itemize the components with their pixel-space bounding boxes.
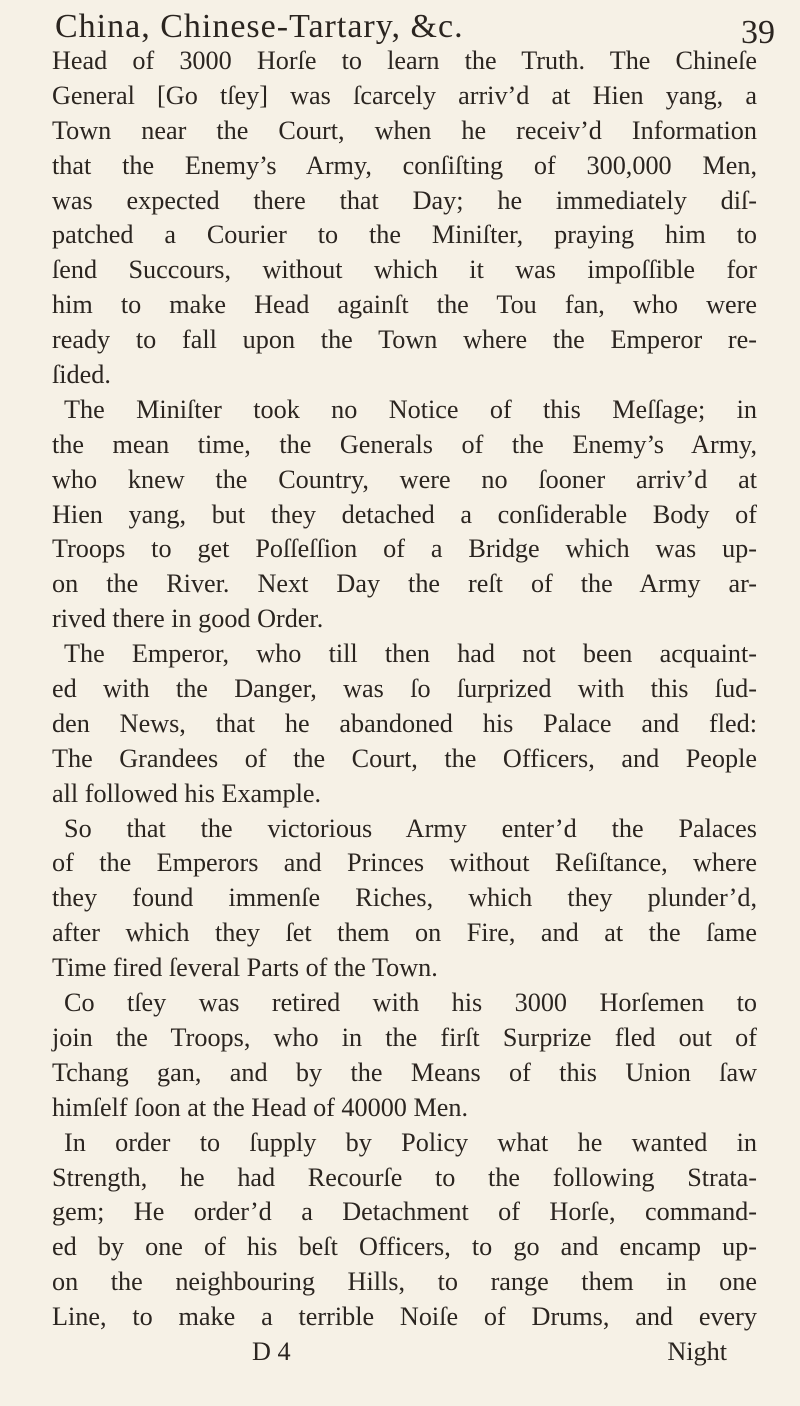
text-line: was expected there that Day; he immediately diſ- — [52, 185, 757, 215]
text-line: himſelf ſoon at the Head of 40000 Men. — [52, 1092, 468, 1122]
text-line: In order to ſupply by Policy what he wanted in — [64, 1127, 757, 1157]
running-head — [55, 8, 775, 51]
text-line: Co tſey was retired with his 3000 Horſemen to — [64, 988, 757, 1018]
text-line: after which they ſet them on Fire, and at the ſame — [52, 918, 757, 948]
text-line: ready to fall upon the Town where the Emperor re- — [52, 325, 757, 355]
page-footer — [52, 1335, 757, 1370]
text-line: Tchang gan, and by the Means of this Union ſaw — [52, 1057, 757, 1087]
text-line: that the Enemy’s Army, conſiſting of 300,000 Men, — [52, 150, 757, 180]
text-line: Troops to get Poſſeſſion of a Bridge which was up- — [52, 534, 757, 564]
text-line: Head of 3000 Horſe to learn the Truth. The Chineſe — [52, 46, 757, 75]
text-line: of the Emperors and Princes without Reſiſtance, where — [52, 848, 757, 878]
text-line: gem; He order’d a Detachment of Horſe, command- — [52, 1197, 757, 1227]
text-line: ed by one of his beſt Officers, to go and encamp up- — [52, 1232, 757, 1262]
text-line: ſend Succours, without which it was impoſſible for — [52, 255, 757, 285]
text-line: The Grandees of the Court, the Officers, and People — [52, 743, 757, 773]
text-line: Line, to make a terrible Noiſe of Drums, and every — [52, 1302, 757, 1332]
text-line: ed with the Danger, was ſo ſurprized with this ſud- — [52, 674, 757, 704]
text-line: The Emperor, who till then had not been acquaint- — [64, 639, 757, 669]
page-number: 39 — [741, 14, 775, 51]
text-line: ſided. — [52, 360, 111, 390]
text-line: who knew the Country, were no ſooner arriv’d at — [52, 464, 757, 494]
catchword: Night — [667, 1336, 727, 1366]
text-line: den News, that he abandoned his Palace and fled: — [52, 708, 757, 738]
body-text — [52, 44, 757, 1370]
text-line: on the neighbouring Hills, to range them in one — [52, 1267, 757, 1297]
text-line: Hien yang, but they detached a conſiderable Body of — [52, 499, 757, 529]
text-line: rived there in good Order. — [52, 604, 324, 634]
text-line: the mean time, the Generals of the Enemy’s Army, — [52, 429, 757, 459]
running-head-title: China, Chinese-Tartary, &c. — [55, 8, 464, 45]
text-line: Town near the Court, when he receiv’d Information — [52, 115, 757, 145]
signature-mark: D 4 — [252, 1336, 291, 1366]
text-line: The Miniſter took no Notice of this Meſſage; in — [64, 394, 757, 424]
text-line: General [Go tſey] was ſcarcely arriv’d at Hien yang, a — [52, 80, 757, 110]
text-line: patched a Courier to the Miniſter, praying him to — [52, 220, 757, 250]
text-line: join the Troops, who in the firſt Surprize fled out of — [52, 1022, 757, 1052]
text-line: Strength, he had Recourſe to the following Strata- — [52, 1162, 757, 1192]
text-line: on the River. Next Day the reſt of the Army ar- — [52, 569, 757, 599]
text-line: him to make Head againſt the Tou fan, who were — [52, 290, 757, 320]
text-line: they found immenſe Riches, which they plunder’d, — [52, 883, 757, 913]
text-line: all followed his Example. — [52, 778, 322, 808]
text-line: So that the victorious Army enter’d the Palaces — [64, 813, 757, 843]
text-line: Time fired ſeveral Parts of the Town. — [52, 953, 438, 983]
